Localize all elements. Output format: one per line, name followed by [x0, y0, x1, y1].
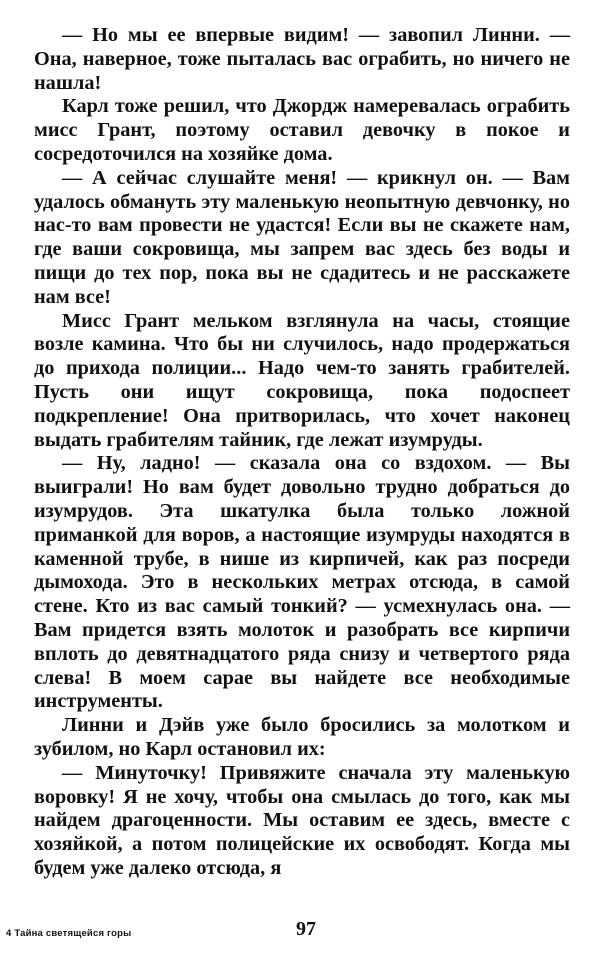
page-footer — [6, 918, 594, 942]
page-body — [34, 24, 570, 881]
paragraph: Мисс Грант мельком взглянула на часы, стоящие возле камина. Что бы ни случилось, надо продержаться до прихода полиции... Надо чем-то занять грабителей. Пусть они ищут сокровища, пока подоспеет подкрепление! Она притворилась, что хочет наконец выдать грабителям тайник, где лежат изумруды. — [34, 309, 570, 451]
paragraph: — Ну, ладно! — сказала она со вздохом. — Вы выиграли! Но вам будет довольно трудно добраться до изумрудов. Эта шкатулка была только ложной приманкой для воров, а настоящие изумруды находятся в каменной трубе, в нише из кирпичей, как раз посреди дымохода. Это в нескольких метрах отсюда, в самой стене. Кто из вас самый тонкий? — усмехнулась она. — Вам придется взять молоток и разобрать все кирпичи вплоть до девятнадцатого ряда снизу и четвертого ряда слева! В моем сарае вы найдете все необходимые инструменты. — [34, 452, 570, 713]
paragraph: Линни и Дэйв уже было бросились за молотком и зубилом, но Карл остановил их: — [34, 714, 570, 760]
paragraph: — Минуточку! Привяжите сначала эту маленькую воровку! Я не хочу, чтобы она смылась до того, как мы найдем драгоценности. Мы оставим ее здесь, вместе с хозяйкой, а потом полицейские их освободят. Когда мы будем уже далеко отсюда, я — [34, 761, 570, 879]
paragraph: — Но мы ее впервые видим! — завопил Линни. — Она, наверное, тоже пыталась вас ограбить, но ничего не нашла! — [34, 24, 570, 94]
page-number: 97 — [296, 918, 316, 940]
printer-signature: 4 Тайна светящейся горы — [6, 928, 132, 939]
paragraph: — А сейчас слушайте меня! — крикнул он. — Вам удалось обмануть эту маленькую неопытную девчонку, но нас-то вам провести не удастся! Если вы не скажете нам, где ваши сокровища, мы запрем вас здесь без воды и пищи до тех пор, пока вы не сдадитесь и не расскажете нам все! — [34, 166, 570, 308]
paragraph: Карл тоже решил, что Джордж намеревалась ограбить мисс Грант, поэтому оставил девочку в покое и сосредоточился на хозяйке дома. — [34, 95, 570, 165]
